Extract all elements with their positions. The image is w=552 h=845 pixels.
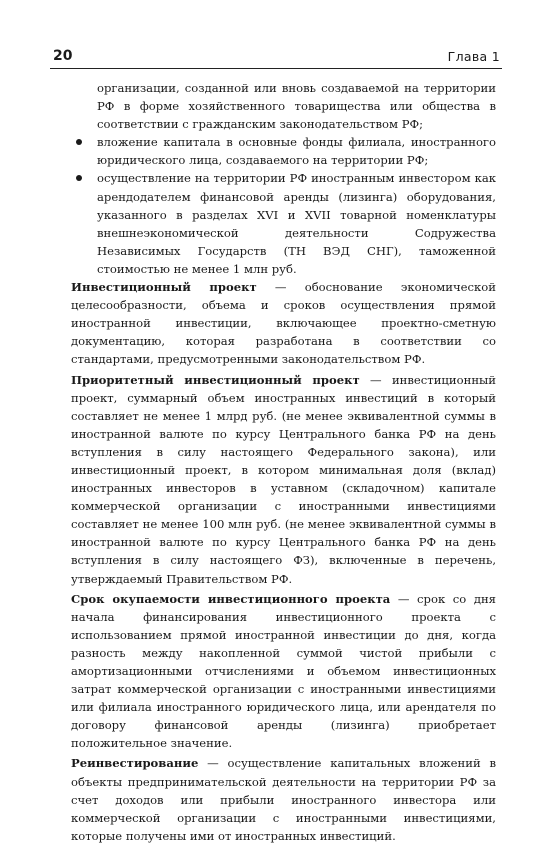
bullet-icon <box>76 175 82 181</box>
definition-paragraph <box>71 371 496 588</box>
definition-paragraph <box>71 590 496 753</box>
definition-term: Реинвестирование <box>71 756 199 771</box>
bullet-list <box>71 133 496 278</box>
definition-text: — инвестиционный проект, суммарный объем иностранных инвестиций в который составляет не менее 1 млрд руб. (не менее эквивалентной суммы в иностранной валюте по курсу Центрального банка РФ на день вступления в силу настоящего Федерального закона), или инвестиционный проект, в котором минимальная доля (вклад) иностранных инвесторов в уставном (складочном) капитале коммерческой организации с иностранными инвестициями составляет не менее 100 млн руб. (не менее эквивалентной суммы в иностранной валюте по курсу Центрального банка РФ на день вступления в силу настоящего ФЗ), включенные в перечень, утверждаемый Правительством РФ. <box>71 372 496 586</box>
definition-text: — срок со дня начала финансирования инвестиционного проекта с использованием прямой иностранной инвестиции до дня, когда разность между накопленной суммой чистой прибыли с амортизационными отчислениями и объемом инвестиционных затрат коммерческой организации с иностранными инвестициями или филиала иностранного юридического лица, или арендателя по договору финансовой аренды (лизинга) приобретает положительное значение. <box>71 591 496 751</box>
continued-paragraph: организации, созданной или вновь создаваемой на территории РФ в форме хозяйственного товарищества или общества в соответствии с гражданским законодательством РФ; <box>97 81 496 132</box>
page-header <box>50 48 502 68</box>
definition-text: — обоснование экономической целесообразности, объема и сроков осуществления прямой иностранной инвестиции, включающее проектно-сметную документацию, которая разработана в соответствии со стандартами, предусмотренными законодательством РФ. <box>71 280 496 367</box>
chapter-title: Глава 1 <box>447 49 500 64</box>
definition-term: Инвестиционный проект <box>71 280 257 295</box>
list-item-text: вложение капитала в основные фонды филиала, иностранного юридического лица, создаваемого на территории РФ; <box>97 135 496 168</box>
list-item-text: осуществление на территории РФ иностранным инвестором как арендодателем финансовой аренды (лизинга) оборудования, указанного в разделах XVI и XVII товарной номенклатуры внешнеэкономической деятельности Содружества Независимых Государств (ТН ВЭД СНГ), таможенной стоимостью не менее 1 млн руб. <box>97 171 496 276</box>
definition-term: Срок окупаемости инвестиционного проекта <box>71 591 391 606</box>
definition-text: — осуществление капитальных вложений в объекты предпринимательской деятельности на территории РФ за счет доходов или прибыли иностранного инвестора или коммерческой организации с иностранными инвестициями, которые получены ими от иностранных инвестиций. <box>71 756 496 843</box>
definition-term: Приоритетный инвестиционный проект <box>71 372 360 387</box>
page-body <box>71 79 496 845</box>
bullet-icon <box>76 139 82 145</box>
definition-paragraph <box>71 278 496 368</box>
list-item <box>71 133 496 169</box>
page-number: 20 <box>53 48 73 64</box>
definition-paragraph <box>71 754 496 844</box>
header-rule <box>50 68 502 69</box>
list-item <box>71 169 496 278</box>
